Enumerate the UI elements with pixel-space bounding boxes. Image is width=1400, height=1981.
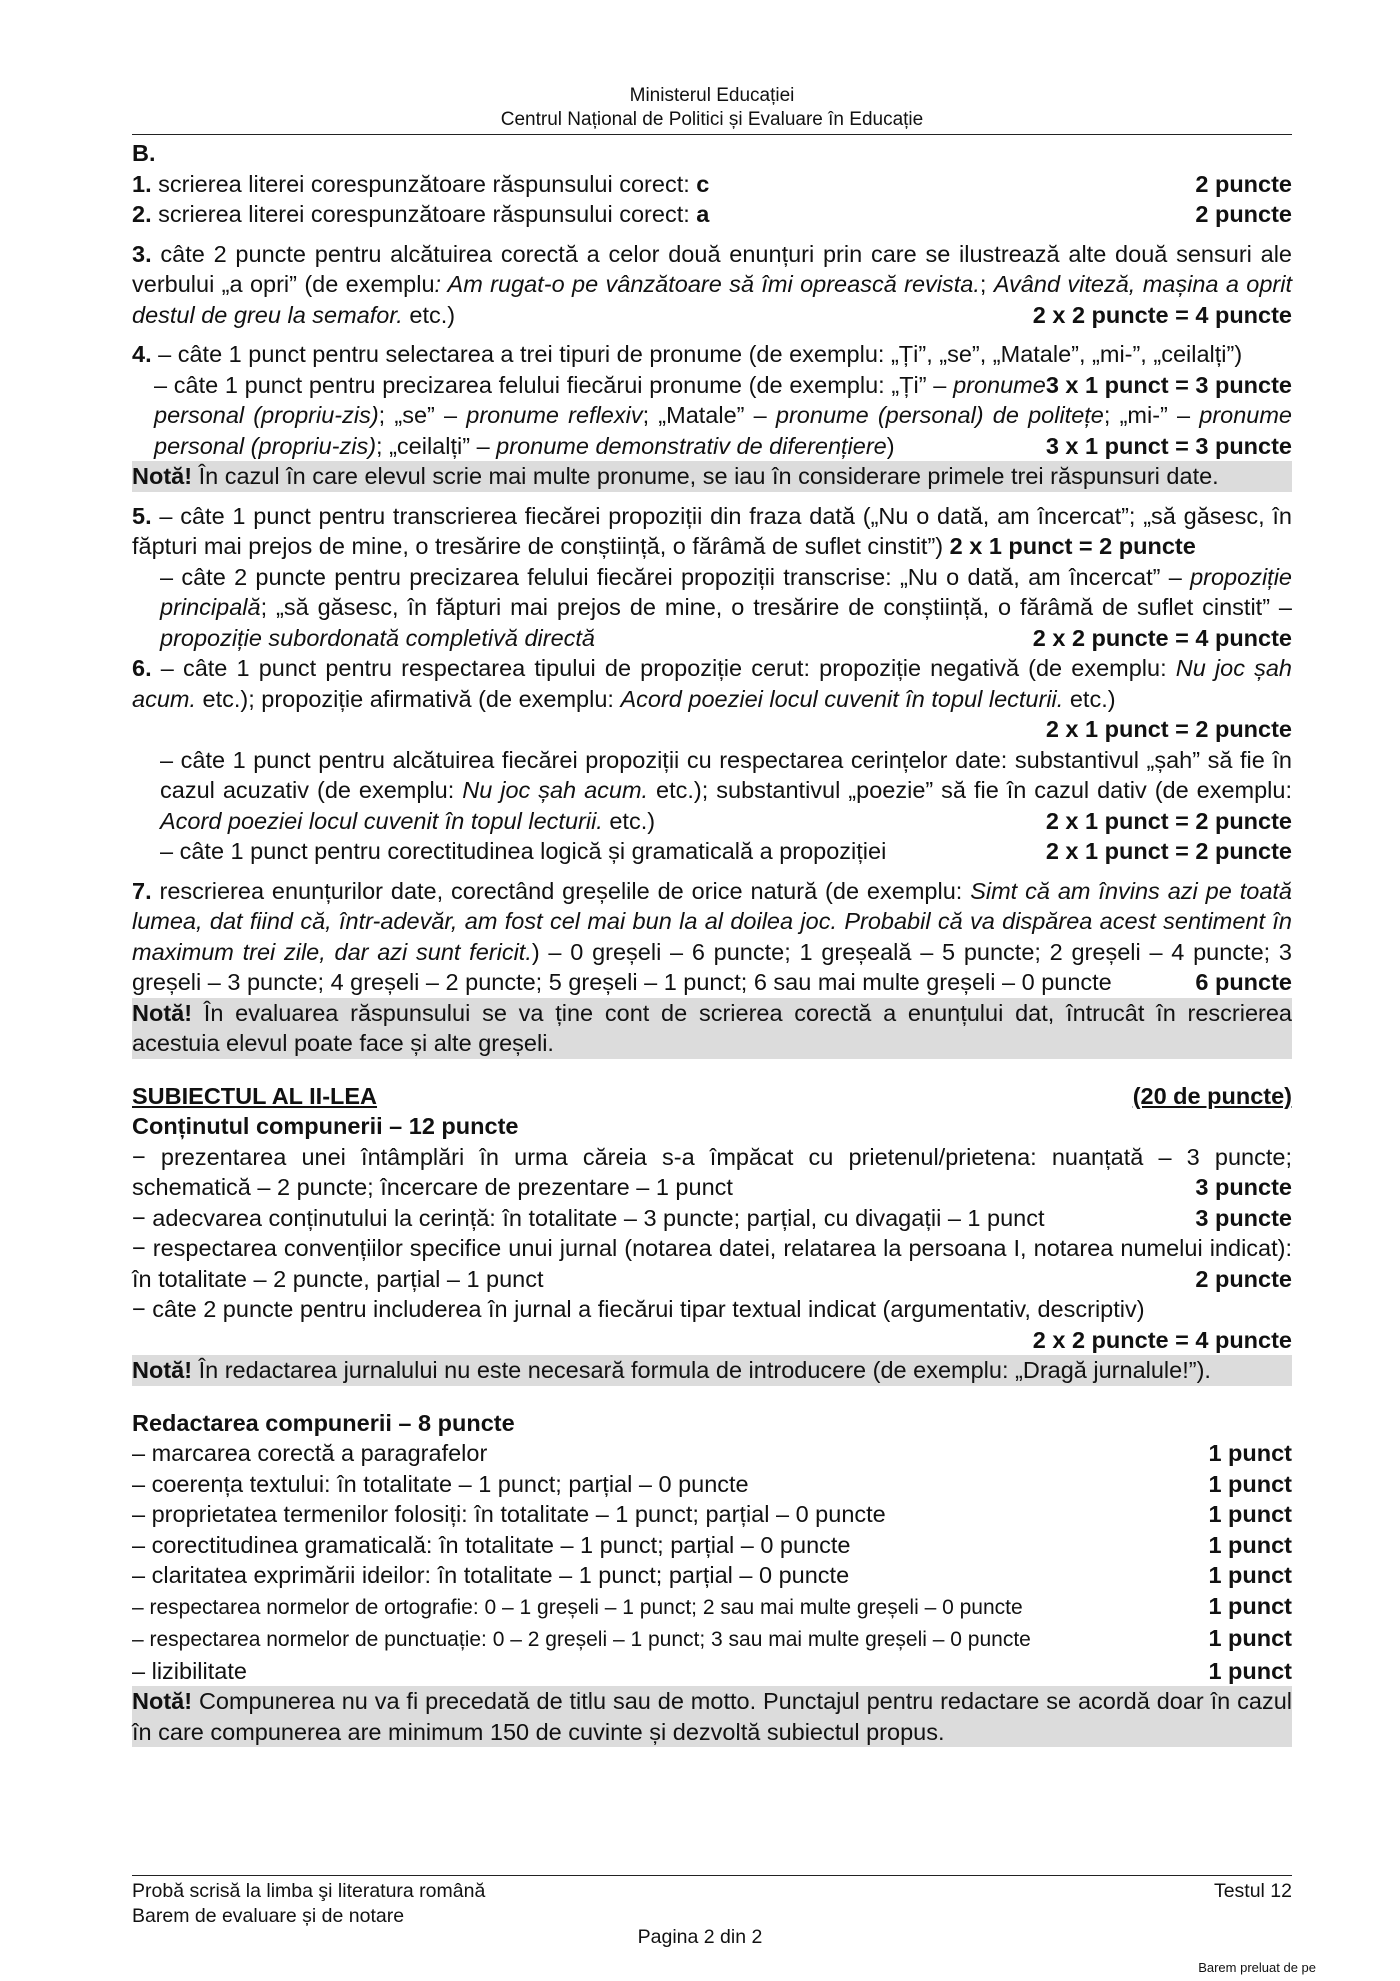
redactare-item	[132, 1623, 1292, 1656]
content-criterion-1: − prezentarea unei întâmplări în urma căreia s-a împăcat cu prietenul/prietena: nuanțată – 3 puncte; schematică – 2 puncte; încercare de prezentare – 1 punct 3 puncte	[132, 1143, 1292, 1200]
item-1: 1. scrierea literei corespunzătoare răspunsului corect: c 2 puncte	[132, 169, 1292, 200]
redactare-item	[132, 1656, 1292, 1687]
redactare-item-text: – respectarea normelor de ortografie: 0 – 1 greșeli – 1 punct; 2 sau mai multe greșeli – 0 puncte	[132, 1595, 1023, 1619]
header-divider	[132, 134, 1292, 135]
redactare-list	[132, 1438, 1292, 1686]
redactare-item-text: – coerența textului: în totalitate – 1 punct; parțial – 0 puncte	[132, 1470, 749, 1497]
header-ministry: Ministerul Educației	[629, 85, 795, 106]
footer-test-number: Testul 12	[1213, 1880, 1292, 1902]
redactare-item-points: 1 punct	[1208, 1531, 1292, 1558]
redactare-item-text: – corectitudinea gramaticală: în totalitate – 1 punct; parțial – 0 puncte	[132, 1531, 851, 1558]
item-6b: – câte 1 punct pentru alcătuirea fiecărei propoziții cu respectarea cerințelor date: substantivul „șah” să fie în cazul acuzativ (de exemplu: Nu joc șah acum. etc.); substantivul „poezie” să fie în cazul dativ (de exemplu: Acord poeziei locul cuvenit în topul lecturii. etc.) 2 x 1 punct = 2 puncte	[132, 745, 1292, 837]
redactare-item	[132, 1469, 1292, 1500]
item-5a: 5. – câte 1 punct pentru transcrierea fiecărei propoziții din fraza dată („Nu o dată, am încercat”; „să găsesc, în făpturi mai prejos de mine, o tresărire de conștiință, o fărâmă de suflet cinstit”) 2 x 1 punct = 2 puncte	[132, 502, 1292, 559]
item-4a: 4. – câte 1 punct pentru selectarea a trei tipuri de pronume (de exemplu: „Ți”, „se”, „Matale”, „mi-”, „ceilalți”) 3 x 1 punct = 3 puncte	[132, 339, 1292, 370]
redactare-item-text: – marcarea corectă a paragrafelor	[132, 1440, 488, 1466]
item-4-note: Notă! În cazul în care elevul scrie mai multe pronume, se iau în considerare primele trei răspunsuri date.	[132, 461, 1292, 492]
content-criterion-3: − respectarea convențiilor specifice unui jurnal (notarea datei, relatarea la persoana I, notarea numelui indicat): în totalitate – 2 puncte, parțial – 1 punct 2 puncte	[132, 1235, 1292, 1292]
redactare-item-points: 1 punct	[1208, 1657, 1292, 1684]
item-1-points: 2 puncte	[1195, 170, 1292, 197]
item-5b-points: 2 x 2 puncte = 4 puncte	[1032, 624, 1292, 651]
item-6c-points: 2 x 1 punct = 2 puncte	[1045, 838, 1292, 864]
footer-left-1: Probă scrisă la limba şi literatura română	[132, 1880, 486, 1902]
redactare-note: Notă! Compunerea nu va fi precedată de titlu sau de motto. Punctajul pentru redactare se acordă doar în cazul în care compunerea are minimum 150 de cuvinte și dezvoltă subiectul propus.	[132, 1686, 1292, 1747]
redactare-item-text: – lizibilitate	[132, 1657, 247, 1684]
item-5a-points: 2 x 1 punct = 2 puncte	[949, 533, 1196, 559]
item-7-points: 6 puncte	[1195, 969, 1292, 995]
redactare-item	[132, 1499, 1292, 1530]
redactare-title: Redactarea compunerii – 8 puncte	[132, 1409, 515, 1436]
main-content	[132, 138, 1292, 1747]
redactare-item-text: – claritatea exprimării ideilor: în totalitate – 1 punct; parțial – 0 puncte	[132, 1562, 850, 1588]
item-2: 2. scrierea literei corespunzătoare răspunsului corect: a 2 puncte	[132, 199, 1292, 230]
content-note: Notă! În redactarea jurnalului nu este necesară formula de introducere (de exemplu: „Dragă jurnalule!”).	[132, 1355, 1292, 1386]
redactare-item-points: 1 punct	[1208, 1470, 1292, 1497]
item-6a-points: 2 x 1 punct = 2 puncte	[1045, 716, 1292, 742]
redactare-item	[132, 1560, 1292, 1591]
redactare-item-text: – respectarea normelor de punctuație: 0 – 2 greșeli – 1 punct; 3 sau mai multe greșeli – 0 puncte	[132, 1628, 1031, 1651]
redactare-item-points: 1 punct	[1208, 1592, 1292, 1619]
content-criterion-4: − câte 2 puncte pentru includerea în jurnal a fiecărui tipar textual indicat (argumentativ, descriptiv)	[132, 1296, 1145, 1322]
content-criterion-2: − adecvarea conținutului la cerință: în totalitate – 3 puncte; parțial, cu divagații – 1 punct 3 puncte	[132, 1204, 1292, 1231]
item-3: 3. câte 2 puncte pentru alcătuirea corectă a celor două enunțuri prin care se ilustrează alte două sensuri ale verbului „a opri” (de exemplu: Am rugat-o pe vânzătoare să îmi oprească revista.; Având viteză, mașina a oprit destul de greu la semafor. etc.) 2 x 2 puncte = 4 puncte	[132, 239, 1292, 331]
content-criterion-4-points: 2 x 2 puncte = 4 puncte	[1032, 1326, 1292, 1353]
redactare-item	[132, 1591, 1292, 1624]
footer-page-number: Pagina 2 din 2	[637, 1926, 763, 1948]
redactare-item	[132, 1438, 1292, 1469]
section-b-label: B.	[132, 140, 156, 166]
footer-credit: Barem preluat de pe	[1198, 1960, 1316, 1975]
redactare-item-points: 1 punct	[1208, 1440, 1292, 1466]
item-5b: – câte 2 puncte pentru precizarea felului fiecărei propoziții transcrise: „Nu o dată, am încercat” – propoziție principală; „să găsesc, în făpturi mai prejos de mine, o tresărire de conștiință, o fărâmă de suflet cinstit” – propoziție subordonată completivă directă 2 x 2 puncte = 4 puncte	[132, 562, 1292, 654]
subiect-2-title: SUBIECTUL AL II-LEA (20 de puncte)	[132, 1082, 1292, 1109]
item-2-points: 2 puncte	[1195, 201, 1292, 227]
item-7-note: Notă! În evaluarea răspunsului se va ține cont de scrierea corectă a enunțului dat, întrucât în rescrierea acestuia elevul poate face și alte greșeli.	[132, 998, 1292, 1059]
redactare-item-text: – proprietatea termenilor folosiți: în totalitate – 1 punct; parțial – 0 puncte	[132, 1501, 886, 1527]
footer-left-2: Barem de evaluare și de notare	[132, 1905, 405, 1927]
footer-divider	[132, 1875, 1292, 1876]
redactare-item	[132, 1530, 1292, 1561]
item-4b-points: 3 x 1 punct = 3 puncte	[1045, 432, 1292, 459]
redactare-item-points: 1 punct	[1208, 1501, 1292, 1527]
item-6b-points: 2 x 1 punct = 2 puncte	[1045, 807, 1292, 834]
item-7: 7. rescrierea enunțurilor date, corectând greșelile de orice natură (de exemplu: Simt că am învins azi pe toată lumea, dat fiind că, într-adevăr, am fost cel mai bun la al doilea joc. Probabil că va dispărea acest sentiment în maximum trei zile, dar azi sunt fericit.) – 0 greșeli – 6 puncte; 1 greșeală – 5 puncte; 2 greșeli – 4 puncte; 3 greșeli – 3 puncte; 4 greșeli – 2 puncte; 5 greșeli – 1 punct; 6 sau mai multe greșeli – 0 puncte 6 puncte	[132, 876, 1292, 998]
redactare-item-points: 1 punct	[1208, 1625, 1292, 1651]
item-6a: 6. – câte 1 punct pentru respectarea tipului de propoziție cerut: propoziție negativă (de exemplu: Nu joc șah acum. etc.); propoziție afirmativă (de exemplu: Acord poeziei locul cuvenit în topul lecturii. etc.)	[132, 655, 1292, 712]
item-4a-points: 3 x 1 punct = 3 puncte	[1045, 371, 1292, 398]
header-center: Centrul Național de Politici și Evaluare în Educație	[500, 109, 924, 130]
item-3-points: 2 x 2 puncte = 4 puncte	[1032, 301, 1292, 328]
redactare-item-points: 1 punct	[1208, 1562, 1292, 1588]
content-title: Conținutul compunerii – 12 puncte	[132, 1113, 519, 1139]
item-4b: – câte 1 punct pentru precizarea felului fiecărui pronume (de exemplu: „Ți” – pronume personal (propriu-zis); „se” – pronume reflexiv; „Matale” – pronume (personal) de politețe; „mi-” – pronume personal (propriu-zis); „ceilalți” – pronume demonstrativ de diferențiere) 3 x 1 punct = 3 puncte	[132, 370, 1292, 462]
item-6c: – câte 1 punct pentru corectitudinea logică și gramaticală a propoziției 2 x 1 punct = 2 puncte	[132, 836, 1292, 867]
